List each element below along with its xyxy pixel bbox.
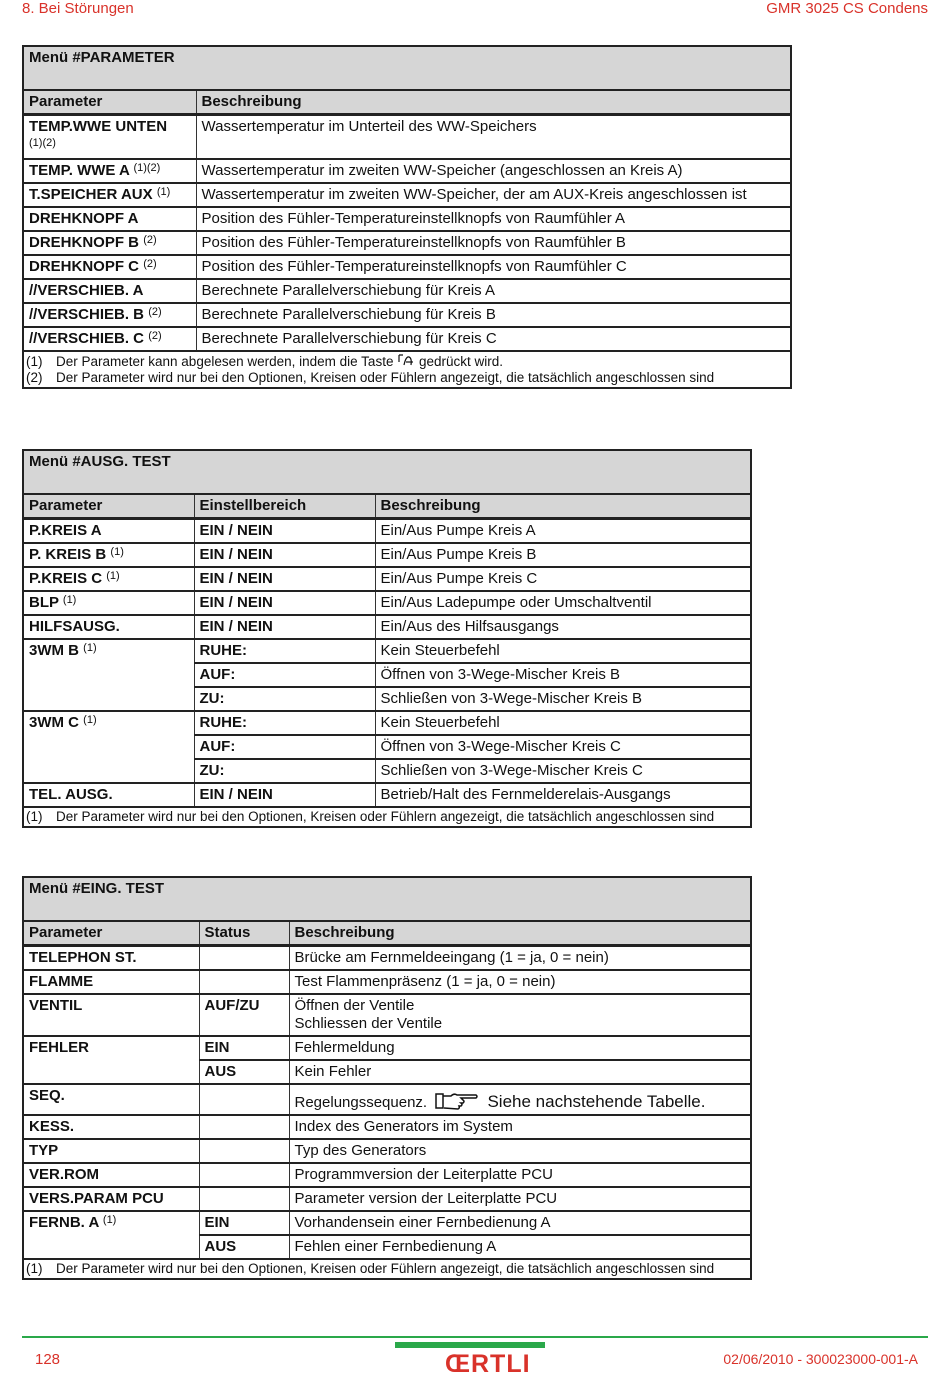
param-desc: Öffnen von 3-Wege-Mischer Kreis C: [375, 735, 751, 759]
param-desc: Ein/Aus Pumpe Kreis B: [375, 543, 751, 567]
param-status: [199, 1187, 289, 1211]
param-status: [199, 946, 289, 971]
table-row: [23, 279, 791, 303]
param-status: AUS: [199, 1235, 289, 1259]
product-name: GMR 3025 CS Condens: [766, 0, 928, 17]
document-reference: 02/06/2010 - 300023000-001-A: [723, 1351, 918, 1367]
table-row: [23, 255, 791, 279]
param-name: P.KREIS C: [29, 570, 103, 587]
param-desc: Parameter version der Leiterplatte PCU: [289, 1187, 751, 1211]
param-range: RUHE:: [194, 711, 375, 735]
footnote: (2) Der Parameter wird nur bei den Optionen, Kreisen oder Fühlern angezeigt, die tatsächlich angeschlossen sind: [26, 370, 715, 385]
param-name: FEHLER: [23, 1036, 199, 1060]
footer-divider: [22, 1336, 928, 1338]
param-desc: Ein/Aus des Hilfsausgangs: [375, 615, 751, 639]
table-row: [23, 1060, 751, 1084]
ausg-test-table: [22, 449, 752, 828]
table-row: [23, 735, 751, 759]
param-range: EIN / NEIN: [194, 519, 375, 544]
param-desc: Berechnete Parallelverschiebung für Kreis C: [196, 327, 791, 351]
param-name: 3WM B: [29, 642, 79, 659]
param-name: //VERSCHIEB. B: [29, 306, 145, 323]
table-row: [23, 711, 751, 735]
param-desc: Index des Generators im System: [289, 1115, 751, 1139]
param-note: (2): [143, 234, 157, 246]
table-row: [23, 159, 791, 183]
footnote: (1) Der Parameter wird nur bei den Optionen, Kreisen oder Fühlern angezeigt, die tatsächlich angeschlossen sind: [26, 1261, 715, 1276]
param-desc: Wassertemperatur im zweiten WW-Speicher (angeschlossen an Kreis A): [196, 159, 791, 183]
table-row: [23, 591, 751, 615]
param-note: (1): [156, 186, 171, 198]
table-row: [23, 1115, 751, 1139]
footer-accent-bar: [395, 1342, 545, 1348]
param-range: EIN / NEIN: [194, 567, 375, 591]
eing-test-table: [22, 876, 752, 1280]
param-status: AUF/ZU: [199, 994, 289, 1036]
param-status: [199, 1084, 289, 1115]
param-desc: Ein/Aus Pumpe Kreis A: [375, 519, 751, 544]
param-name: VENTIL: [23, 994, 199, 1036]
footnotes: [23, 1259, 751, 1279]
param-name: //VERSCHIEB. C: [29, 330, 145, 347]
table-row: [23, 303, 791, 327]
param-name: BLP: [29, 594, 59, 611]
table-row: [23, 663, 751, 687]
footnotes: [23, 807, 751, 827]
param-note: (1): [106, 570, 120, 582]
param-status: EIN: [199, 1036, 289, 1060]
param-status: [199, 970, 289, 994]
column-header: Parameter: [23, 90, 196, 115]
param-desc: Berechnete Parallelverschiebung für Kreis B: [196, 303, 791, 327]
param-name: TEL. AUSG.: [29, 786, 113, 803]
table-row: [23, 327, 791, 351]
param-range: ZU:: [194, 687, 375, 711]
column-header: Parameter: [23, 494, 194, 519]
param-status: [199, 1163, 289, 1187]
param-desc: Brücke am Fernmeldeeingang (1 = ja, 0 = nein): [289, 946, 751, 971]
table-row: [23, 615, 751, 639]
table-title: Menü #AUSG. TEST: [23, 450, 751, 494]
table-row: [23, 946, 751, 971]
table-row: [23, 1036, 751, 1060]
param-name: FLAMME: [23, 970, 199, 994]
table-row: [23, 1163, 751, 1187]
param-desc: Fehlermeldung: [289, 1036, 751, 1060]
param-range: EIN / NEIN: [194, 591, 375, 615]
param-name: TYP: [23, 1139, 199, 1163]
param-name: TEMP. WWE A: [29, 162, 130, 179]
footnote: (1) Der Parameter kann abgelesen werden, indem die Taste gedrückt wird.: [26, 354, 504, 369]
param-name: DREHKNOPF B: [29, 234, 140, 251]
param-status: AUS: [199, 1060, 289, 1084]
param-name: TEMP.WWE UNTEN: [29, 118, 168, 135]
param-name: KESS.: [23, 1115, 199, 1139]
table-row: [23, 639, 751, 663]
param-note: (1): [83, 714, 97, 726]
brand-logo: ŒRTLI: [445, 1350, 531, 1378]
table-row: [23, 1084, 751, 1115]
table-row: [23, 567, 751, 591]
table-row: [23, 1187, 751, 1211]
param-status: [199, 1115, 289, 1139]
param-range: EIN / NEIN: [194, 783, 375, 807]
param-desc: Position des Fühler-Temperatureinstellknopfs von Raumfühler B: [196, 231, 791, 255]
table-row: [23, 183, 791, 207]
param-name: DREHKNOPF C: [29, 258, 140, 275]
param-desc: Betrieb/Halt des Fernmelderelais-Ausgangs: [375, 783, 751, 807]
param-note: (1)(2): [29, 137, 56, 149]
page-number: 128: [35, 1351, 61, 1368]
table-row: [23, 115, 791, 160]
param-desc: Kein Steuerbefehl: [375, 639, 751, 663]
param-desc: Programmversion der Leiterplatte PCU: [289, 1163, 751, 1187]
param-desc: Regelungssequenz. Siehe nachstehende Tabelle.: [289, 1084, 751, 1115]
parameter-table: [22, 45, 792, 389]
param-desc: Ein/Aus Pumpe Kreis C: [375, 567, 751, 591]
param-range: AUF:: [194, 663, 375, 687]
table-row: [23, 1139, 751, 1163]
param-desc: Schließen von 3-Wege-Mischer Kreis C: [375, 759, 751, 783]
param-desc: Ein/Aus Ladepumpe oder Umschaltventil: [375, 591, 751, 615]
column-header: Parameter: [23, 921, 199, 946]
param-note: (1): [102, 1214, 117, 1226]
param-name: T.SPEICHER AUX: [29, 186, 153, 203]
param-note: (1)(2): [133, 162, 161, 174]
column-header: Beschreibung: [375, 494, 751, 519]
param-note: (2): [148, 330, 162, 342]
param-desc: Test Flammenpräsenz (1 = ja, 0 = nein): [289, 970, 751, 994]
param-status: [199, 1139, 289, 1163]
param-name: SEQ.: [23, 1084, 199, 1115]
param-name: HILFSAUSG.: [29, 618, 120, 635]
table-row: [23, 759, 751, 783]
param-desc: Schließen von 3-Wege-Mischer Kreis B: [375, 687, 751, 711]
param-desc: Position des Fühler-Temperatureinstellknopfs von Raumfühler C: [196, 255, 791, 279]
table-row: [23, 994, 751, 1036]
param-desc: Kein Fehler: [289, 1060, 751, 1084]
param-note: (2): [143, 258, 157, 270]
param-name: P. KREIS B: [29, 546, 107, 563]
section-title: 8. Bei Störungen: [22, 0, 134, 17]
footnote: (1) Der Parameter wird nur bei den Optionen, Kreisen oder Fühlern angezeigt, die tatsächlich angeschlossen sind: [26, 809, 715, 824]
param-desc: Fehlen einer Fernbedienung A: [289, 1235, 751, 1259]
param-range: EIN / NEIN: [194, 543, 375, 567]
pointing-hand-icon: [435, 1091, 479, 1111]
param-desc: Vorhandensein einer Fernbedienung A: [289, 1211, 751, 1235]
param-status: EIN: [199, 1211, 289, 1235]
table-row: [23, 1235, 751, 1259]
table-row: [23, 687, 751, 711]
column-header: Einstellbereich: [194, 494, 375, 519]
column-header: Beschreibung: [289, 921, 751, 946]
param-desc: Öffnen der Ventile Schliessen der Ventile: [289, 994, 751, 1036]
column-header: Beschreibung: [196, 90, 791, 115]
table-row: [23, 543, 751, 567]
table-row: [23, 970, 751, 994]
param-name: //VERSCHIEB. A: [29, 282, 144, 299]
table-row: [23, 207, 791, 231]
param-range: ZU:: [194, 759, 375, 783]
table-row: [23, 1211, 751, 1235]
param-desc: Position des Fühler-Temperatureinstellknopfs von Raumfühler A: [196, 207, 791, 231]
param-range: AUF:: [194, 735, 375, 759]
param-range: RUHE:: [194, 639, 375, 663]
param-desc: Öffnen von 3-Wege-Mischer Kreis B: [375, 663, 751, 687]
param-range: EIN / NEIN: [194, 615, 375, 639]
param-desc: Kein Steuerbefehl: [375, 711, 751, 735]
column-header: Status: [199, 921, 289, 946]
param-name: DREHKNOPF A: [29, 210, 139, 227]
param-name: 3WM C: [29, 714, 79, 731]
table-row: [23, 783, 751, 807]
table-row: [23, 519, 751, 544]
table-title: Menü #PARAMETER: [23, 46, 791, 90]
param-name: TELEPHON ST.: [23, 946, 199, 971]
param-name: VER.ROM: [23, 1163, 199, 1187]
footnotes: [23, 351, 791, 388]
table-row: [23, 231, 791, 255]
param-note: (2): [148, 306, 162, 318]
key-icon: [397, 353, 415, 367]
param-desc: Wassertemperatur im zweiten WW-Speicher, der am AUX-Kreis angeschlossen ist: [196, 183, 791, 207]
param-name: P.KREIS A: [29, 522, 102, 539]
param-desc: Typ des Generators: [289, 1139, 751, 1163]
param-name: VERS.PARAM PCU: [23, 1187, 199, 1211]
param-note: (1): [110, 546, 124, 558]
param-note: (1): [62, 594, 77, 606]
param-note: (1): [83, 642, 97, 654]
param-name: FERNB. A: [29, 1214, 99, 1231]
param-desc: Berechnete Parallelverschiebung für Kreis A: [196, 279, 791, 303]
table-title: Menü #EING. TEST: [23, 877, 751, 921]
param-desc: Wassertemperatur im Unterteil des WW-Speichers: [196, 115, 791, 160]
